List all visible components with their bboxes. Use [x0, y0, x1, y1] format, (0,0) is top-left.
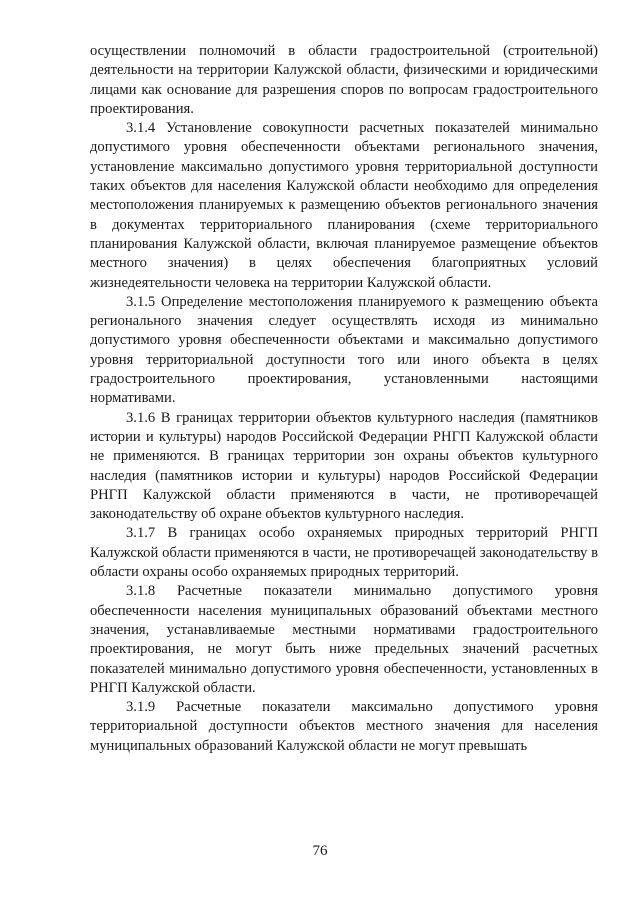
- page-number: 76: [312, 843, 328, 859]
- paragraph-3-1-9: 3.1.9 Расчетные показатели максимально допустимого уровня территориальной доступности объектов местного значения для населения муниципальных образований Калужской области не могут превышать: [90, 699, 598, 754]
- paragraph-3-1-6: 3.1.6 В границах территории объектов культурного наследия (памятников истории и культуры) народов Российской Федерации РНГП Калужской области не применяются. В границах территории зон охраны объектов культурного наследия (памятников истории и культуры) народов Российской Федерации РНГП Калужской области применяются в части, не противоречащей законодательству об охране объектов культурного наследия.: [90, 409, 598, 523]
- paragraph-3-1-7: 3.1.7 В границах особо охраняемых природных территорий РНГП Калужской области применяются в части, не противоречащей законодательству в области охраны особо охраняемых природных территорий.: [90, 525, 598, 581]
- paragraph-3-1-4: 3.1.4 Установление совокупности расчетных показателей минимально допустимого уровня обеспеченности объектами регионального значения, установление максимально допустимого уровня территориальной доступности таких объектов для населения Калужской области необходимо для определения местоположения планируемых к размещению объектов регионального значения в документах территориального планирования (схеме территориального планирования Калужской области, включая планируемое размещение объектов местного значения) в целях обеспечения благоприятных условий жизнедеятельности человека на территории Калужской области.: [90, 120, 598, 291]
- paragraph-3-1-5: 3.1.5 Определение местоположения планируемого к размещению объекта регионального значения следует осуществлять исходя из минимально допустимого уровня обеспеченности объектами и максимально допустимого уровня территориальной доступности того или иного объекта в целях градостроительного проектирования, установленными настоящими нормативами.: [90, 293, 598, 407]
- paragraph-continuation: осуществлении полномочий в области градостроительной (строительной) деятельности на территории Калужской области, физическими и юридическими лицами как основание для разрешения споров по вопросам градостроительного проектирования.: [90, 43, 598, 117]
- paragraph-3-1-8: 3.1.8 Расчетные показатели минимально допустимого уровня обеспеченности населения муниципальных образований объектами местного значения, устанавливаемые местными нормативами градостроительного проектирования, не могут быть ниже предельных значений расчетных показателей минимально допустимого уровня обеспеченности, установленных в РНГП Калужской области.: [90, 583, 598, 696]
- body-text: [90, 42, 598, 756]
